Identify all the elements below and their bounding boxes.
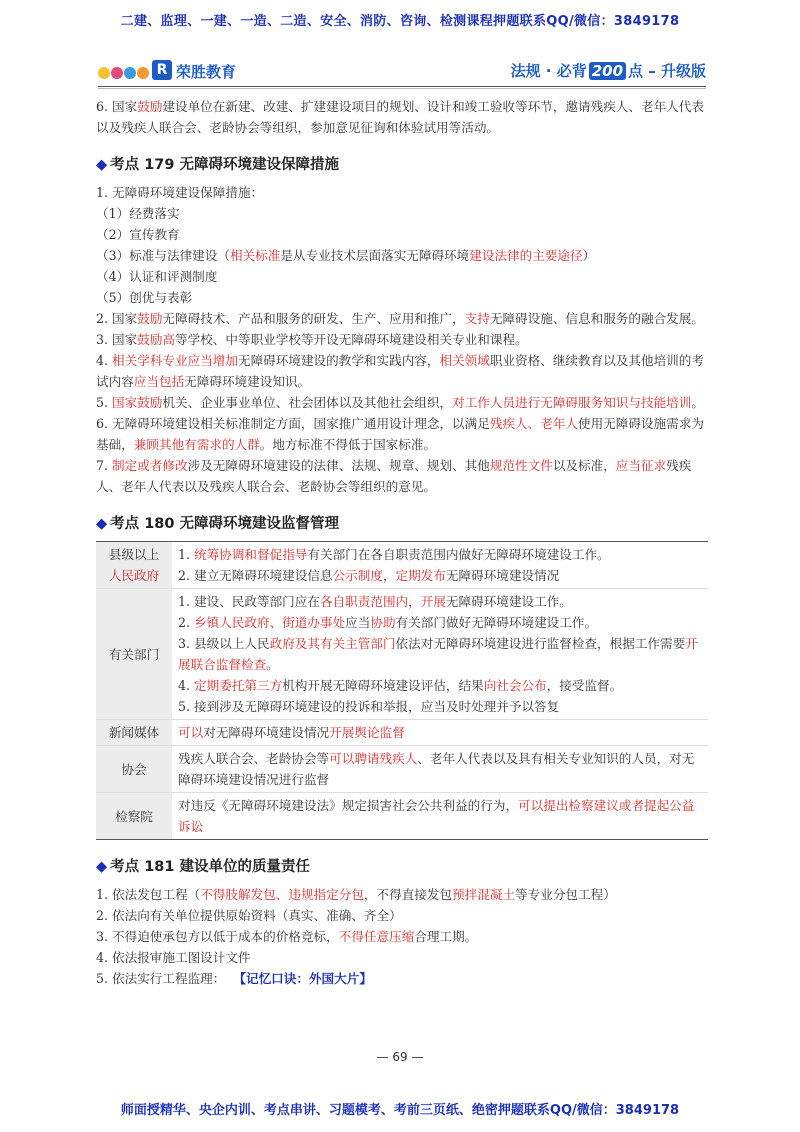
s179-line: 2. 国家鼓励无障碍技术、产品和服务的研发、生产、应用和推广，支持无障碍设施、信息和服务的融合发展。 xyxy=(96,311,704,326)
section-180-title: ◆ 考点 180 无障碍环境建设监督管理 xyxy=(96,516,340,532)
table-row xyxy=(96,542,708,589)
logo-dots-icon xyxy=(98,64,150,83)
s179-line: （5）创优与表彰 xyxy=(96,290,193,305)
bottom-contact-banner: 师面授精华、央企内训、考点串讲、习题模考、考前三页纸、绝密押题联系QQ/微信：3849178 xyxy=(120,1103,680,1118)
brand-name: 荣胜教育 xyxy=(176,63,237,81)
brand-logo-icon: R xyxy=(152,60,172,80)
table-row xyxy=(96,746,708,793)
diamond-bullet-icon: ◆ xyxy=(96,859,108,875)
s181-line: 2. 依法向有关单位提供原始资料（真实、准确、齐全） xyxy=(96,908,402,923)
row-value-association: 残疾人联合会、老龄协会等可以聘请残疾人、老年人代表以及具有相关专业知识的人员，对无障碍环境建设情况进行监督 xyxy=(172,746,708,793)
diamond-bullet-icon: ◆ xyxy=(96,516,108,532)
row-value-media: 可以对无障碍环境建设情况开展舆论监督 xyxy=(172,720,708,746)
table-row xyxy=(96,720,708,746)
intro-item-6: 6. 国家鼓励建设单位在新建、改建、扩建建设项目的规划、设计和竣工验收等环节，邀请残疾人、老年人代表以及残疾人联合会、老龄协会等组织，参加意见征询和体验试用等活动。 xyxy=(96,99,704,135)
row-key-association: 协会 xyxy=(96,746,172,793)
s181-line: 1. 依法发包工程（不得肢解发包、违规指定分包，不得直接发包预拌混凝土等专业分包工程） xyxy=(96,887,616,902)
table-row xyxy=(96,793,708,840)
section-181-title: ◆ 考点 181 建设单位的质量责任 xyxy=(96,859,311,875)
row-value-departments: 1. 建设、民政等部门应在各自职责范围内，开展无障碍环境建设工作。 2. 乡镇人民政府、街道办事处应当协助有关部门做好无障碍环境建设工作。 3. 县级以上人民政府及其有关主管部门依法对无障碍环境建设进行监督检查，根据工作需要开展联合监督检查。 4. 定期委托第三方机构开展无障碍环境建设评估，结果向社会公布，接受监督。 5. 接到涉及无障碍环境建设的投诉和举报，应当及时处理并予以答复 xyxy=(172,589,708,720)
row-key-procuratorate: 检察院 xyxy=(96,793,172,840)
s179-line: 6. 无障碍环境建设相关标准制定方面，国家推广通用设计理念，以满足残疾人、老年人使用无障碍设施需求为基础，兼顾其他有需求的人群。地方标准不得低于国家标准。 xyxy=(96,416,704,452)
book-title: 法规 · 必背 200 点 – 升级版 xyxy=(510,62,706,80)
row-key-government: 县级以上 人民政府 xyxy=(96,542,172,589)
s181-line: 4. 依法报审施工图设计文件 xyxy=(96,950,251,965)
section-179-title: ◆ 考点 179 无障碍环境建设保障措施 xyxy=(96,157,340,173)
s179-line: （3）标准与法律建设（相关标准是从专业技术层面落实无障碍环境建设法律的主要途径） xyxy=(96,248,596,263)
s179-line: （4）认证和评测制度 xyxy=(96,269,218,284)
row-key-media: 新闻媒体 xyxy=(96,720,172,746)
header-rule-thin xyxy=(98,88,706,89)
diamond-bullet-icon: ◆ xyxy=(96,157,108,173)
s179-line: 1. 无障碍环境建设保障措施： xyxy=(96,185,264,200)
page-header xyxy=(98,60,706,84)
s179-line: （1）经费落实 xyxy=(96,206,180,221)
s179-line: 7. 制定或者修改涉及无障碍环境建设的法律、法规、规章、规划、其他规范性文件以及标准，应当征求残疾人、老年人代表以及残疾人联合会、老龄协会等组织的意见。 xyxy=(96,458,692,494)
page-number: — 69 — xyxy=(376,1050,424,1064)
supervision-table xyxy=(96,541,708,840)
table-row xyxy=(96,589,708,720)
s179-line: 5. 国家鼓励机关、企业事业单位、社会团体以及其他社会组织，对工作人员进行无障碍服务知识与技能培训。 xyxy=(96,395,704,410)
s179-line: 4. 相关学科专业应当增加无障碍环境建设的教学和实践内容，相关领域职业资格、继续教育以及其他培训的考试内容应当包括无障碍环境建设知识。 xyxy=(96,353,704,389)
top-contact-banner: 二建、监理、一建、一造、二造、安全、消防、咨询、检测课程押题联系QQ/微信：3849178 xyxy=(120,14,680,29)
row-value-procuratorate: 对违反《无障碍环境建设法》规定损害社会公共利益的行为，可以提出检察建议或者提起公益诉讼 xyxy=(172,793,708,840)
s179-line: 3. 国家鼓励高等学校、中等职业学校等开设无障碍环境建设相关专业和课程。 xyxy=(96,332,528,347)
header-rule xyxy=(98,86,706,87)
row-value-government: 1. 统筹协调和督促指导有关部门在各自职责范围内做好无障碍环境建设工作。 2. 建立无障碍环境建设信息公示制度，定期发布无障碍环境建设情况 xyxy=(172,542,708,589)
s181-line: 5. 依法实行工程监理： 【记忆口诀：外国大片】 xyxy=(96,971,372,986)
s181-line: 3. 不得迫使承包方以低于成本的价格竞标，不得任意压缩合理工期。 xyxy=(96,929,478,944)
row-key-departments: 有关部门 xyxy=(96,589,172,720)
mnemonic: 【记忆口诀：外国大片】 xyxy=(233,971,372,986)
s179-line: （2）宣传教育 xyxy=(96,227,180,242)
page-content xyxy=(96,96,708,989)
